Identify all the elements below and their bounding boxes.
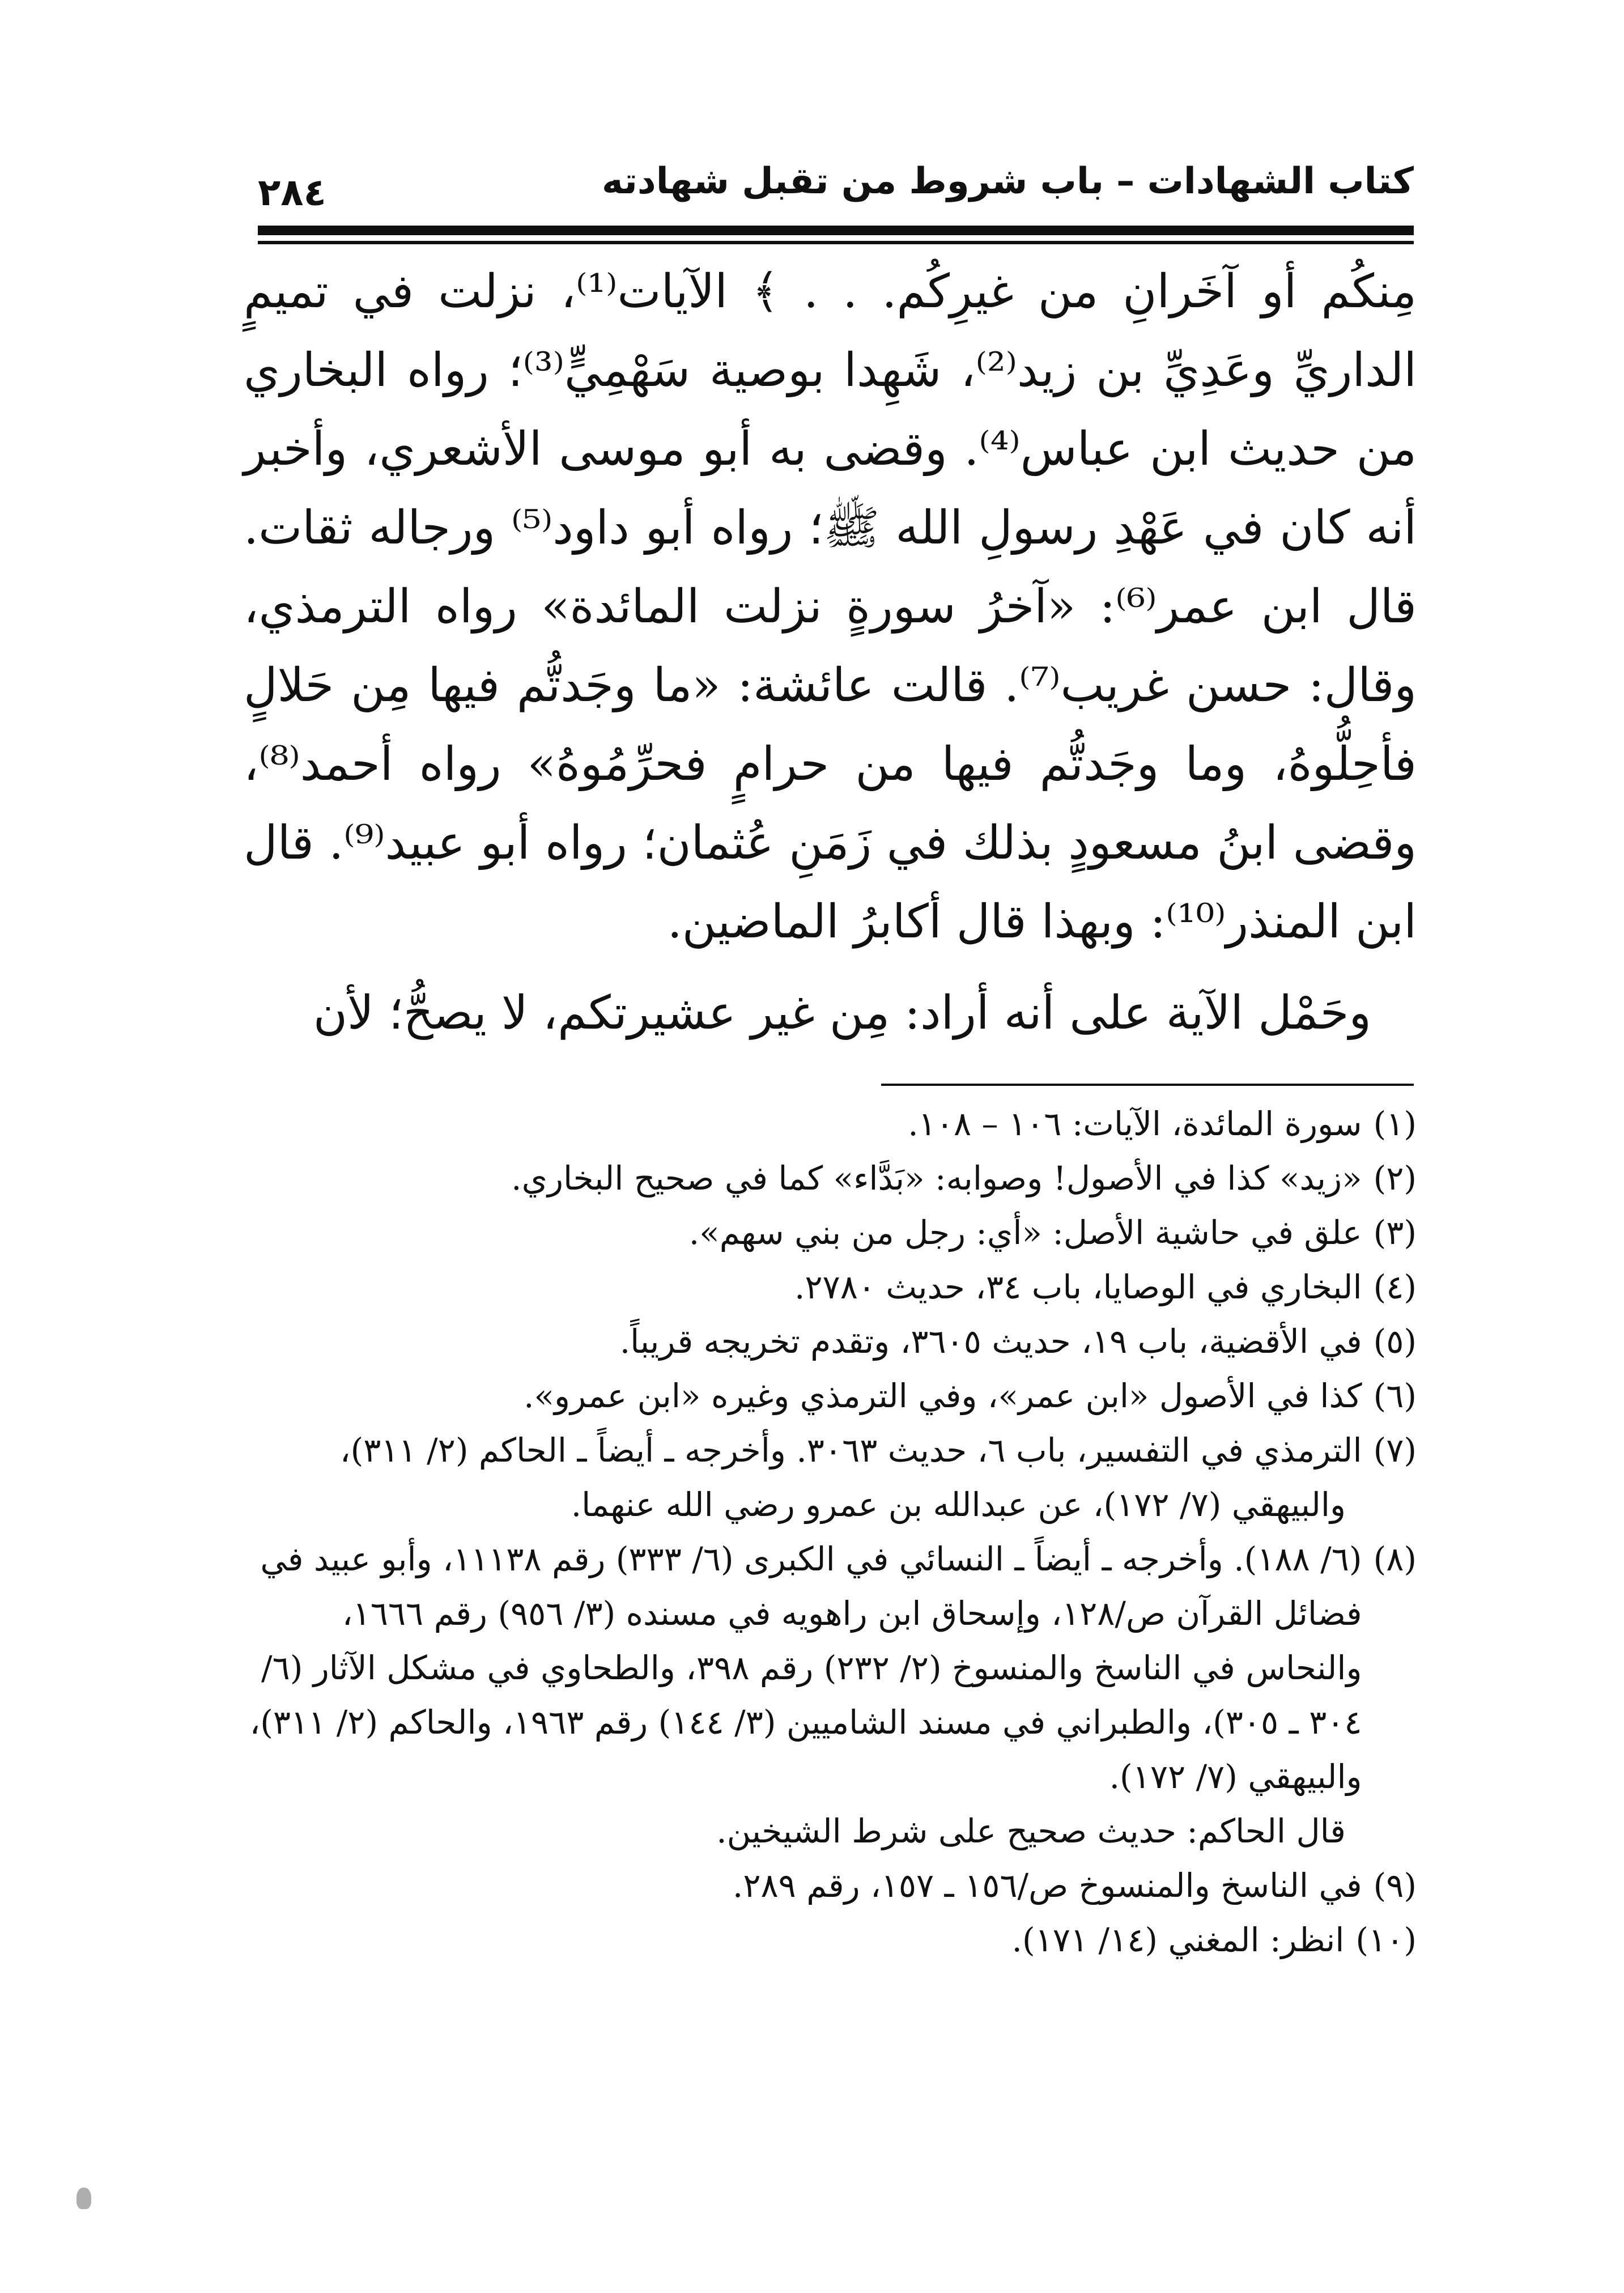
footnote-number: (١٠) xyxy=(1355,1921,1417,1959)
footnote-text: علق في حاشية الأصل: «أي: رجل من بني سهم». xyxy=(688,1213,1362,1252)
footnote-continuation: والبيهقي (٧/ ١٧٢)، عن عبدالله بن عمرو رضي الله عنهما. xyxy=(571,1485,1346,1524)
footnote xyxy=(244,1423,1417,1477)
footnote-number: (٨) xyxy=(1373,1540,1417,1578)
paragraph: مِنكُم أو آخَرانِ من غيرِكُم. . . ﴾ الآيات⁽¹⁾، نزلت في تميمٍ الداريِّ وعَدِيِّ بن زيد⁽²⁾، شَهِدا بوصية سَهْمِيٍّ⁽³⁾؛ رواه البخاري من حديث ابن عباس⁽⁴⁾. وقضى به أبو موسى الأشعري، وأخبر أنه كان في عَهْدِ رسولِ الله ﷺ؛ رواه أبو داود⁽⁵⁾ ورجاله ثقات. قال ابن عمر⁽⁶⁾: «آخرُ سورةٍ نزلت المائدة» رواه الترمذي، وقال: حسن غريب⁽⁷⁾. قالت عائشة: «ما وجَدتُّم فيها مِن حَلالٍ فأحِلُّوهُ، وما وجَدتُّم فيها من حرامٍ فحرِّمُوهُ» رواه أحمد⁽⁸⁾، وقضى ابنُ مسعودٍ بذلك في زَمَنِ عُثمان؛ رواه أبو عبيد⁽⁹⁾. قال ابن المنذر⁽¹⁰⁾: وبهذا قال أكابرُ الماضين. xyxy=(244,265,1417,949)
page-number: ٢٨٤ xyxy=(258,171,326,214)
footnote xyxy=(244,1205,1417,1260)
footnote-text: «زيد» كذا في الأصول! وصوابه: «بَدَّاء» كما في صحيح البخاري. xyxy=(511,1159,1362,1198)
footnote-number: (٦) xyxy=(1373,1377,1417,1415)
running-header xyxy=(258,145,1414,224)
footnote-text: البخاري في الوصايا، باب ٣٤، حديث ٢٧٨٠. xyxy=(794,1268,1362,1306)
footnote-number: (٢) xyxy=(1373,1159,1417,1198)
footnote xyxy=(244,1151,1417,1205)
footnote-text: في الأقضية، باب ١٩، حديث ٣٦٠٥، وتقدم تخريجه قريباً. xyxy=(619,1322,1362,1361)
footnote xyxy=(244,1097,1417,1151)
footnote xyxy=(244,1532,1417,1804)
footnote-number: (٧) xyxy=(1373,1431,1417,1470)
footnote-text: انظر: المغني (١٤/ ١٧١). xyxy=(1011,1921,1345,1959)
footnote-number: (٣) xyxy=(1373,1213,1417,1252)
footnote-text: سورة المائدة، الآيات: ١٠٦ – ١٠٨. xyxy=(908,1105,1362,1143)
header-rule-thin xyxy=(258,241,1414,244)
scan-mark-icon xyxy=(76,2188,91,2209)
footnote-text: (٦/ ١٨٨). وأخرجه ـ أيضاً ـ النسائي في الكبرى (٦/ ٣٣٣) رقم ١١١٣٨، وأبو عبيد في فضائل القرآن ص/١٢٨، وإسحاق ابن راهويه في مسنده (٣/ ٩٥٦) رقم ١٦٦٦، والنحاس في الناسخ والمنسوخ (٢/ ٢٣٢) رقم ٣٩٨، والطحاوي في مشكل الآثار (٦/ ٣٠٤ ـ ٣٠٥)، والطبراني في مسند الشاميين (٣/ ١٤٤) رقم ١٩٦٣، والحاكم (٢/ ٣١١)، والبيهقي (٧/ ١٧٢). xyxy=(249,1540,1362,1796)
footnote-text: في الناسخ والمنسوخ ص/١٥٦ ـ ١٥٧، رقم ٢٨٩. xyxy=(732,1866,1362,1905)
footnote-number: (٥) xyxy=(1373,1322,1417,1361)
footnote xyxy=(244,1858,1417,1913)
header-title: كتاب الشهادات – باب شروط من تقبل شهادته xyxy=(602,160,1414,202)
footnote-text: كذا في الأصول «ابن عمر»، وفي الترمذي وغيره «ابن عمرو». xyxy=(524,1377,1362,1415)
footnote-number: (٩) xyxy=(1373,1866,1417,1905)
footnotes xyxy=(244,1097,1417,1967)
footnote-number: (١) xyxy=(1373,1105,1417,1143)
footnote xyxy=(244,1369,1417,1423)
main-text xyxy=(244,252,1417,1052)
footnote xyxy=(244,1314,1417,1369)
paragraph: وحَمْل الآية على أنه أراد: مِن غير عشيرتكم، لا يصحُّ؛ لأن xyxy=(313,986,1371,1040)
footnote xyxy=(244,1913,1417,1967)
footnote-text: الترمذي في التفسير، باب ٦، حديث ٣٠٦٣. وأخرجه ـ أيضاً ـ الحاكم (٢/ ٣١١)، xyxy=(339,1431,1362,1470)
footnote-separator xyxy=(881,1084,1414,1086)
footnote xyxy=(244,1260,1417,1314)
footnote-extra-line: قال الحاكم: حديث صحيح على شرط الشيخين. xyxy=(716,1812,1346,1850)
footnote-number: (٤) xyxy=(1373,1268,1417,1306)
header-rule-thick xyxy=(258,226,1414,235)
